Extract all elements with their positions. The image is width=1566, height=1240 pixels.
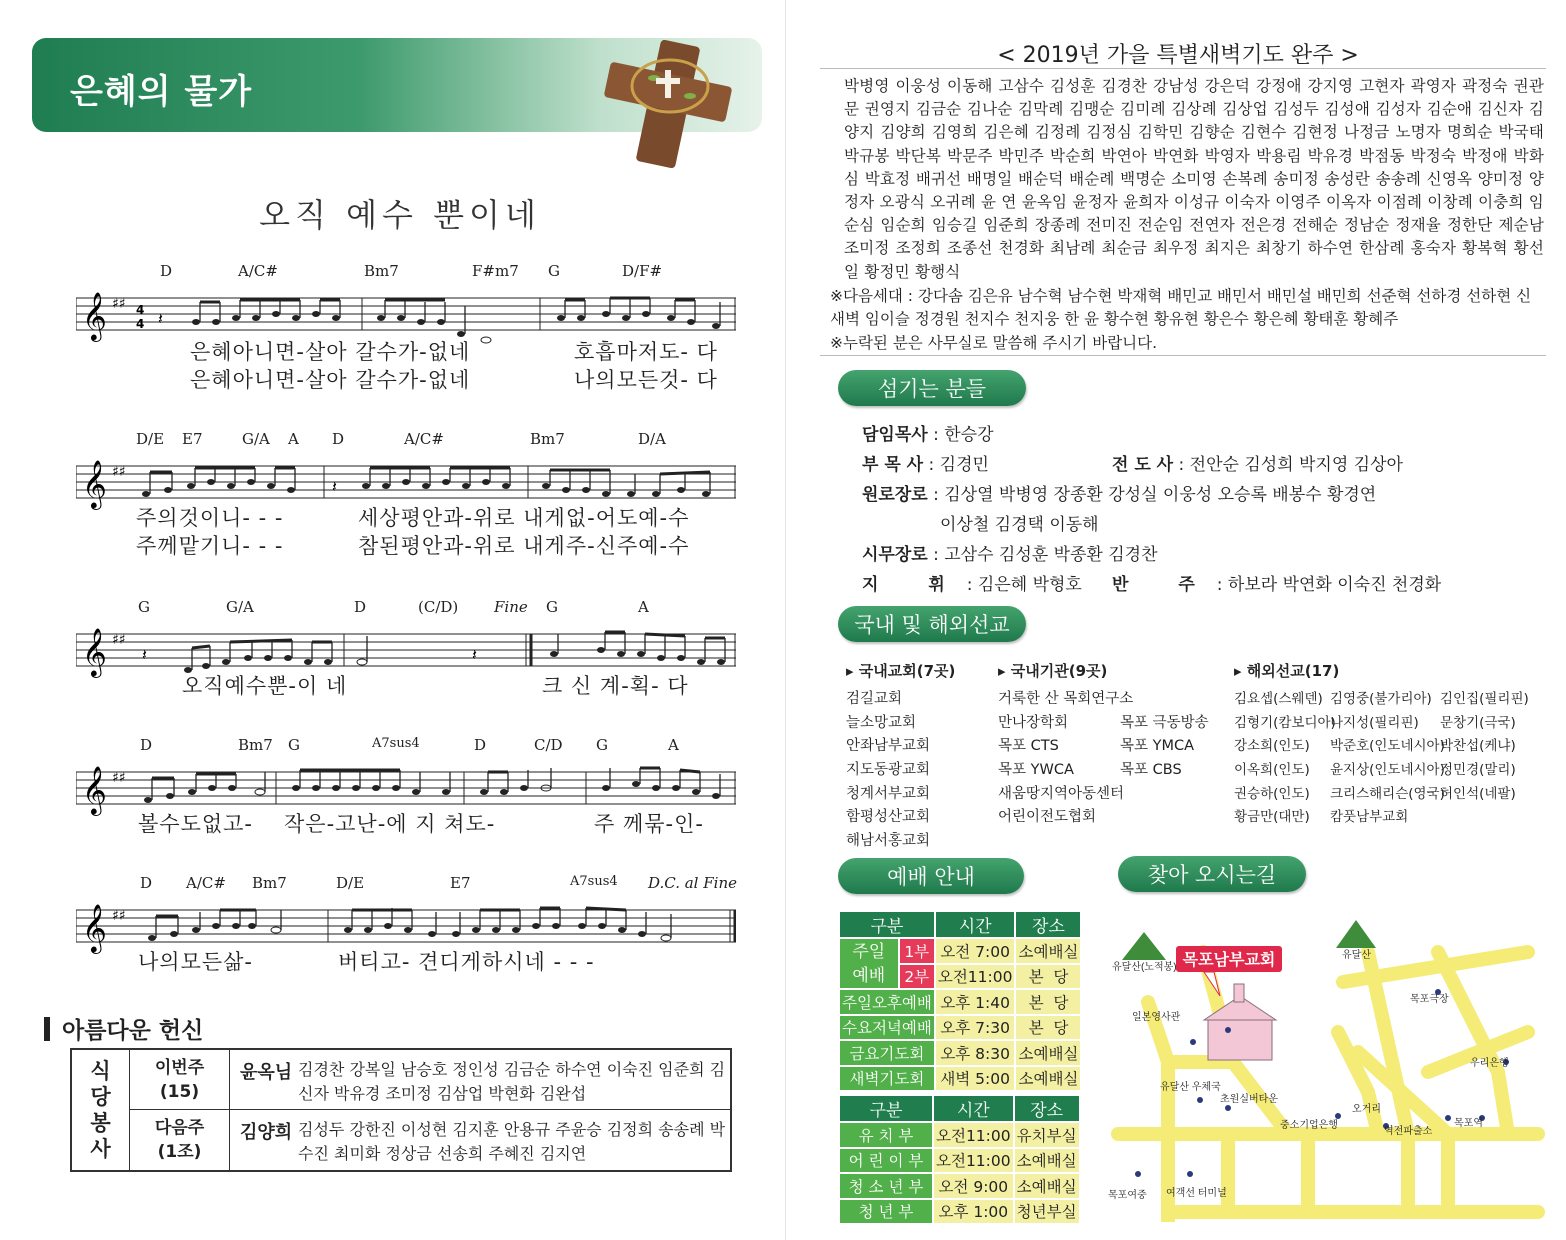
role-names: 하보라 박연화 이숙진 천경화 bbox=[1227, 575, 1442, 595]
right-page bbox=[790, 0, 1566, 1240]
table-row bbox=[839, 1199, 1080, 1225]
list-item: 권승하(인도) bbox=[1234, 785, 1310, 802]
chord-row bbox=[76, 874, 736, 894]
table-cell: 새벽 5:00 bbox=[935, 1066, 1016, 1092]
role-names: 이상철 김경택 이동해 bbox=[940, 515, 1099, 535]
table-row bbox=[839, 1015, 1081, 1041]
dedication-week bbox=[130, 1110, 230, 1170]
chord: D/F# bbox=[622, 262, 663, 280]
map-label: 목포극장 bbox=[1410, 994, 1449, 1005]
table-cell: 어 린 이 부 bbox=[839, 1148, 933, 1174]
role-names: 한승강 bbox=[944, 425, 994, 445]
lyric-text: 참된평안과-위로 내게주-신주예-수 bbox=[358, 534, 690, 558]
week-label: 다음주 bbox=[154, 1118, 205, 1138]
group-label: (15) bbox=[159, 1082, 200, 1102]
map-label: 유달산 bbox=[1342, 950, 1371, 961]
role-label: 원로장로 bbox=[862, 485, 928, 505]
list-item: 박찬섭(케냐) bbox=[1440, 738, 1516, 755]
table-cell: 소예배실 bbox=[1015, 1040, 1081, 1066]
orgs-b bbox=[1120, 711, 1230, 782]
table-cell: 2부 bbox=[899, 964, 935, 990]
chord: G bbox=[546, 598, 558, 616]
dedication-title bbox=[44, 1012, 203, 1045]
list-item: 김영중(불가리아) bbox=[1330, 691, 1432, 707]
chord: E7 bbox=[450, 874, 471, 892]
list-item: 정민경(말리) bbox=[1440, 762, 1516, 779]
table-header: 장소 bbox=[1014, 1095, 1080, 1122]
chord: A/C# bbox=[404, 430, 444, 448]
sunday-label-line: 주일 bbox=[852, 941, 886, 962]
lyric-line bbox=[76, 808, 736, 836]
dedication-table bbox=[70, 1048, 732, 1172]
list-item: 이옥희(인도) bbox=[1234, 762, 1310, 779]
list-item: 목포 극동방송 bbox=[1120, 714, 1209, 731]
list-item: 새움땅지역아동센터 bbox=[998, 785, 1125, 802]
table-cell: 소예배실 bbox=[1014, 1148, 1080, 1174]
chord: Bm7 bbox=[252, 874, 287, 892]
church-label: 목포남부교회 bbox=[1182, 952, 1276, 969]
chord-row bbox=[76, 262, 736, 282]
lyric-text: 주의것이니- - - bbox=[136, 506, 284, 530]
lyric-line bbox=[76, 502, 736, 530]
table-cell: 오전11:00 bbox=[933, 1148, 1014, 1174]
table-cell: 본 당 bbox=[1015, 964, 1081, 990]
svg-text:𝄞: 𝄞 bbox=[82, 459, 107, 508]
table-row bbox=[839, 1040, 1081, 1066]
worship-heading: 예배 안내 bbox=[838, 858, 1024, 894]
lyric-text: 나의모든것- 다 bbox=[574, 368, 718, 392]
table-cell: 오전 9:00 bbox=[933, 1173, 1014, 1199]
role-names: 고삼수 김성훈 박종환 김경찬 bbox=[944, 545, 1158, 565]
mission-col-overseas bbox=[1234, 660, 1546, 826]
list-item: 목포 YMCA bbox=[1120, 738, 1195, 755]
map-label: 우리은행 bbox=[1470, 1058, 1509, 1069]
chord: G bbox=[288, 736, 300, 754]
title-bar bbox=[44, 1017, 50, 1041]
lyric-text: 주 께묶-인- bbox=[594, 812, 704, 836]
overseas-a bbox=[1234, 687, 1336, 829]
dedication-row bbox=[130, 1110, 730, 1170]
table-cell: 본 당 bbox=[1015, 1015, 1081, 1041]
sunday-label bbox=[839, 938, 899, 989]
mission-col-title: ▸ 국내교회(7곳) bbox=[846, 662, 956, 680]
table-row bbox=[839, 938, 1081, 964]
lyric-text: 나의모든삶- bbox=[138, 950, 254, 974]
chord: A7sus4 bbox=[372, 736, 420, 751]
table-cell: 소예배실 bbox=[1014, 1173, 1080, 1199]
chord: G/A bbox=[242, 430, 270, 448]
lyric-line bbox=[76, 336, 736, 364]
chord: D bbox=[160, 262, 173, 280]
chord: Bm7 bbox=[364, 262, 399, 280]
svg-text:♯♯: ♯♯ bbox=[112, 632, 126, 648]
list-item: 목포 YWCA bbox=[998, 762, 1074, 779]
table-cell: 새벽기도회 bbox=[839, 1066, 935, 1092]
mission-col-title: ▸ 국내기관(9곳) bbox=[998, 662, 1108, 680]
list-item: 거룩한 산 목회연구소 bbox=[998, 691, 1134, 707]
svg-text:𝄽: 𝄽 bbox=[158, 309, 163, 328]
chord: A/C# bbox=[186, 874, 226, 892]
list-item: 해남서홍교회 bbox=[846, 833, 931, 850]
dedication-names: 김경찬 강복일 남승호 정인성 김금순 하수연 이숙진 임준희 김신자 박유경 조미정 김삼업 박현화 김완섭 bbox=[298, 1060, 726, 1103]
map-label: 목포역 bbox=[1454, 1118, 1483, 1129]
chord: D bbox=[332, 430, 345, 448]
table-header: 구분 bbox=[839, 1095, 933, 1122]
list-item: 함평성산교회 bbox=[846, 809, 931, 826]
table-cell: 오후 1:40 bbox=[935, 989, 1016, 1015]
lyric-line bbox=[76, 670, 736, 698]
chord: C/D bbox=[534, 736, 563, 754]
lyric-text: 작은-고난-에 지 쳐도- bbox=[284, 812, 496, 836]
list-item: 나지성(필리핀) bbox=[1330, 714, 1419, 731]
lyric-line bbox=[76, 530, 736, 558]
chord: G/A bbox=[226, 598, 254, 616]
chord: G bbox=[596, 736, 608, 754]
servant-row: 시무장로 : 고삼수 김성훈 박종환 김경찬 bbox=[862, 545, 1158, 565]
dedication-title-text: 아름다운 헌신 bbox=[62, 1018, 204, 1044]
servant-row: 반 주: 하보라 박연화 이숙진 천경화 bbox=[1112, 575, 1442, 595]
map-label: 오거리 bbox=[1352, 1104, 1381, 1115]
dedication-names: 김성두 강한진 이성현 김지훈 안용규 주윤승 김정희 송송례 박수진 최미화 정상금 선송희 주혜진 김지연 bbox=[298, 1120, 726, 1163]
svg-text:♯♯: ♯♯ bbox=[112, 908, 126, 924]
chord: (C/D) bbox=[418, 598, 459, 616]
lyric-text: 호흡마저도- 다 bbox=[574, 340, 718, 364]
servant-row bbox=[940, 510, 1099, 535]
group-label: (1조) bbox=[157, 1142, 202, 1162]
chord: A bbox=[638, 598, 649, 616]
page-fold bbox=[785, 0, 786, 1240]
svg-text:𝄞: 𝄞 bbox=[82, 627, 107, 676]
list-item: 크리스해리슨(영국) bbox=[1330, 785, 1445, 802]
music-staff bbox=[76, 284, 736, 344]
table-header: 구분 bbox=[839, 911, 935, 938]
servant-row: 원로장로 : 김상열 박병영 장종환 강성실 이웅성 오승록 배봉수 황경연 bbox=[862, 485, 1377, 505]
list-item: 박준호(인도네시아) bbox=[1330, 738, 1445, 755]
chord: D/E bbox=[336, 874, 365, 892]
chord: D.C. al Fine bbox=[648, 874, 737, 892]
overseas-b bbox=[1330, 687, 1445, 829]
next-gen-label: ※다음세대 : bbox=[830, 287, 914, 305]
lyric-text: 주께맡기니- - - bbox=[136, 534, 284, 558]
chord: D bbox=[140, 874, 153, 892]
list-item: 김요셉(스웨덴) bbox=[1234, 691, 1323, 707]
table-row bbox=[839, 1066, 1081, 1092]
prayer-title: < 2019년 가을 특별새벽기도 완주 > bbox=[997, 43, 1359, 68]
vertical-char: 당 bbox=[90, 1085, 111, 1109]
servant-row: 담임목사 : 한승강 bbox=[862, 425, 994, 445]
table-cell: 유치부실 bbox=[1014, 1122, 1080, 1148]
table-cell: 1부 bbox=[899, 938, 935, 964]
svg-text:𝄞: 𝄞 bbox=[82, 903, 107, 952]
list-item: 검길교회 bbox=[846, 691, 903, 707]
table-row bbox=[839, 1148, 1080, 1174]
list-item: 허인석(네팔) bbox=[1440, 785, 1516, 802]
chord-row bbox=[76, 598, 736, 618]
svg-text:𝄞: 𝄞 bbox=[82, 291, 107, 340]
list-item: 캄풋남부교회 bbox=[1330, 809, 1409, 826]
chord: D bbox=[354, 598, 367, 616]
map-label: 목포여중 bbox=[1108, 1190, 1147, 1201]
left-page bbox=[0, 0, 780, 1240]
lyric-text: 은혜아니면-살아 갈수가-없네 bbox=[190, 340, 471, 364]
vertical-char: 사 bbox=[90, 1137, 111, 1161]
chord: Bm7 bbox=[530, 430, 565, 448]
worship-table-main bbox=[838, 910, 1082, 1092]
table-cell: 오후 7:30 bbox=[935, 1015, 1016, 1041]
chord: A7sus4 bbox=[570, 874, 618, 889]
table-cell: 금요기도회 bbox=[839, 1040, 935, 1066]
svg-text:𝄞: 𝄞 bbox=[82, 765, 107, 814]
svg-text:4: 4 bbox=[136, 303, 145, 317]
svg-text:𝄽: 𝄽 bbox=[142, 645, 147, 664]
dedication-leader: 김양희 bbox=[240, 1122, 293, 1143]
lyric-text: 은혜아니면-살아 갈수가-없네 bbox=[190, 368, 471, 392]
table-cell: 소예배실 bbox=[1015, 938, 1081, 964]
servants-heading: 섬기는 분들 bbox=[838, 370, 1026, 406]
role-names: 전안순 김성희 박지영 김상아 bbox=[1189, 455, 1403, 475]
chord: D bbox=[474, 736, 487, 754]
dedication-leader: 윤옥님 bbox=[240, 1062, 293, 1083]
worship-table-dept bbox=[838, 1094, 1081, 1225]
chord: A/C# bbox=[238, 262, 278, 280]
chord-row bbox=[76, 736, 736, 756]
mission-col-churches bbox=[846, 660, 986, 853]
map-label: 여객선 터미널 bbox=[1166, 1188, 1227, 1199]
chord: A bbox=[668, 736, 679, 754]
prayer-note: ※누락된 분은 사무실로 말씀해 주시기 바랍니다. bbox=[830, 334, 1158, 352]
orgs-a bbox=[998, 687, 1134, 829]
list-item: 지도동광교회 bbox=[846, 762, 931, 779]
role-label: 담임목사 bbox=[862, 425, 928, 445]
list-item: 강소희(인도) bbox=[1234, 738, 1310, 755]
lyric-text: 볼수도없고- bbox=[138, 812, 254, 836]
table-row bbox=[839, 1122, 1080, 1148]
role-label: 지 휘 bbox=[862, 575, 967, 595]
role-names: 김경민 bbox=[939, 455, 989, 475]
table-header: 장소 bbox=[1015, 911, 1081, 938]
table-cell: 오전11:00 bbox=[933, 1122, 1014, 1148]
table-cell: 오전 7:00 bbox=[935, 938, 1016, 964]
table-cell: 청 소 년 부 bbox=[839, 1173, 933, 1199]
vertical-char: 식 bbox=[90, 1059, 111, 1083]
servant-row: 전 도 사 : 전안순 김성희 박지영 김상아 bbox=[1112, 455, 1403, 475]
servant-row: 부 목 사 : 김경민 bbox=[862, 455, 989, 475]
lyric-text: 세상평안과-위로 내게없-어도예-수 bbox=[358, 506, 690, 530]
lyric-text: 버티고- 견디게하시네 - - - bbox=[338, 950, 595, 974]
chord: G bbox=[548, 262, 560, 280]
role-label: 부 목 사 bbox=[862, 455, 924, 475]
chord-row bbox=[76, 430, 736, 450]
map-label: 초원실버타운 bbox=[1220, 1094, 1278, 1105]
list-item: 만나장학회 bbox=[998, 714, 1069, 731]
table-cell: 청년부실 bbox=[1014, 1199, 1080, 1225]
prayer-names: 박병영 이웅성 이동해 고삼수 김성훈 김경찬 강남성 강은덕 강정애 강지영 고현자 곽영자 곽정숙 권관문 권영지 김금순 김나순 김막례 김맹순 김미례 김상례 김상업 김성두 김성애 김성자 김순애 김신자 김양지 김양희 김영희 김은혜 김정례 김정심 김학민 김향순 김현수 김현정 나정금 노명자 명희순 박국태 박규봉 박단복 박문주 박민주 박순희 박연아 박연화 박영자 박용림 박유경 박점동 박정숙 박정애 박화심 박효정 배귀선 배명일 배순덕 배순례 백명순 소미영 손복례 송미정 송성란 송송례 신영옥 양미정 양정자 오광식 오귀례 윤 연 윤옥임 윤정자 윤희자 이성규 이숙자 이영주 이옥자 이점례 이창례 이충희 임순심 임순희 임승길 임준희 장종례 전미진 전순임 전연자 전은경 전해순 정남순 정재율 정한단 제순남 조미정 조정희 조종선 천경화 최남례 최순금 최우정 최지은 최창기 하수연 한삼례 홍숙자 황복혁 황선일 황정민 황행식 bbox=[844, 77, 1544, 281]
role-names: 김은혜 박형호 bbox=[977, 575, 1082, 595]
table-cell: 본 당 bbox=[1015, 989, 1081, 1015]
svg-text:𝄽: 𝄽 bbox=[472, 645, 477, 664]
dedication-week bbox=[130, 1050, 230, 1110]
chord: D/E bbox=[136, 430, 165, 448]
list-item: 청계서부교회 bbox=[846, 785, 931, 802]
list-item: 문창기(극국) bbox=[1440, 714, 1516, 731]
list-item: 김형기(캄보디아) bbox=[1234, 714, 1336, 731]
prayer-next-generation bbox=[830, 285, 1546, 331]
list-item: 늘소망교회 bbox=[846, 714, 917, 731]
list-item: 윤지상(인도네시아) bbox=[1330, 762, 1445, 779]
dedication-vertical-label bbox=[72, 1050, 130, 1170]
section-banner bbox=[32, 38, 762, 132]
lyric-line bbox=[76, 364, 736, 392]
table-row bbox=[839, 1095, 1080, 1122]
table-row bbox=[839, 911, 1081, 938]
role-label: 시무장로 bbox=[862, 545, 928, 565]
mission-col-orgs bbox=[998, 660, 1228, 826]
role-label: 반 주 bbox=[1112, 575, 1217, 595]
sunday-label-line: 예배 bbox=[852, 965, 886, 986]
svg-text:♯♯: ♯♯ bbox=[112, 770, 126, 786]
table-cell: 오후 8:30 bbox=[935, 1040, 1016, 1066]
chord: F#m7 bbox=[472, 262, 519, 280]
mission-col-title: ▸ 해외선교(17) bbox=[1234, 662, 1340, 680]
table-cell: 수요저녁예배 bbox=[839, 1015, 935, 1041]
role-label: 전 도 사 bbox=[1112, 455, 1174, 475]
svg-text:♯♯: ♯♯ bbox=[112, 296, 126, 312]
mission-heading: 국내 및 해외선교 bbox=[838, 606, 1026, 642]
chord: D bbox=[140, 736, 153, 754]
next-gen-names: 강다솜 김은유 남수혁 남수현 박재혁 배민교 배민서 배민설 배민희 선준혁 선하경 선하현 신새벽 임이슬 정경원 천지수 천지웅 한 윤 황수현 황유현 황은수 황은혜 황태훈 황혜주 bbox=[830, 287, 1532, 328]
map-label: 유달산 우체국 bbox=[1160, 1082, 1221, 1093]
list-item: 김인집(필리핀) bbox=[1440, 691, 1529, 707]
dedication-row bbox=[130, 1050, 730, 1110]
lyric-text: 크 신 계-획- 다 bbox=[542, 674, 689, 698]
directions-heading: 찾아 오시는길 bbox=[1118, 856, 1306, 892]
lyric-line bbox=[76, 946, 736, 974]
list-item: 목포 CTS bbox=[998, 738, 1059, 755]
map-label: 역전파출소 bbox=[1384, 1126, 1433, 1137]
chord: Fine bbox=[494, 598, 528, 616]
map-label: 유달산(노적봉) bbox=[1112, 962, 1177, 973]
role-names: 김상열 박병영 장종환 강성실 이웅성 오승록 배봉수 황경연 bbox=[944, 485, 1377, 505]
list-item: 안좌남부교회 bbox=[846, 738, 931, 755]
directions-map bbox=[1108, 912, 1550, 1222]
table-row bbox=[839, 1173, 1080, 1199]
list-item: 목포 CBS bbox=[1120, 762, 1182, 779]
servant-row: 지 휘: 김은혜 박형호 bbox=[862, 575, 1082, 595]
table-cell: 오전11:00 bbox=[935, 964, 1016, 990]
list-item: 어린이전도협회 bbox=[998, 809, 1097, 826]
lyric-text: 오직예수뿐-이 네 bbox=[182, 674, 348, 698]
week-label: 이번주 bbox=[154, 1058, 205, 1078]
chord: E7 bbox=[182, 430, 203, 448]
map-label: 일본영사관 bbox=[1132, 1012, 1181, 1023]
prayer-box bbox=[820, 68, 1546, 356]
svg-text:𝄽: 𝄽 bbox=[332, 477, 337, 496]
table-cell: 소예배실 bbox=[1015, 1066, 1081, 1092]
chord: Bm7 bbox=[238, 736, 273, 754]
table-cell: 유 치 부 bbox=[839, 1122, 933, 1148]
song-title: 오직 예수 뿐이네 bbox=[259, 196, 541, 234]
vertical-char: 봉 bbox=[90, 1111, 111, 1135]
table-row bbox=[839, 989, 1081, 1015]
table-cell: 주일오후예배 bbox=[839, 989, 935, 1015]
cross-icon bbox=[592, 40, 742, 168]
chord: G bbox=[138, 598, 150, 616]
list-item: 황금만(대만) bbox=[1234, 809, 1310, 826]
table-cell: 오후 1:00 bbox=[933, 1199, 1014, 1225]
overseas-c bbox=[1440, 687, 1529, 805]
table-header: 시간 bbox=[933, 1095, 1014, 1122]
table-header: 시간 bbox=[935, 911, 1016, 938]
banner-title: 은혜의 물가 bbox=[70, 72, 253, 112]
table-cell: 청 년 부 bbox=[839, 1199, 933, 1225]
svg-text:4: 4 bbox=[136, 317, 145, 331]
map-label: 중소기업은행 bbox=[1280, 1120, 1338, 1131]
chord: A bbox=[288, 430, 299, 448]
svg-text:♯♯: ♯♯ bbox=[112, 464, 126, 480]
chord: D/A bbox=[638, 430, 666, 448]
